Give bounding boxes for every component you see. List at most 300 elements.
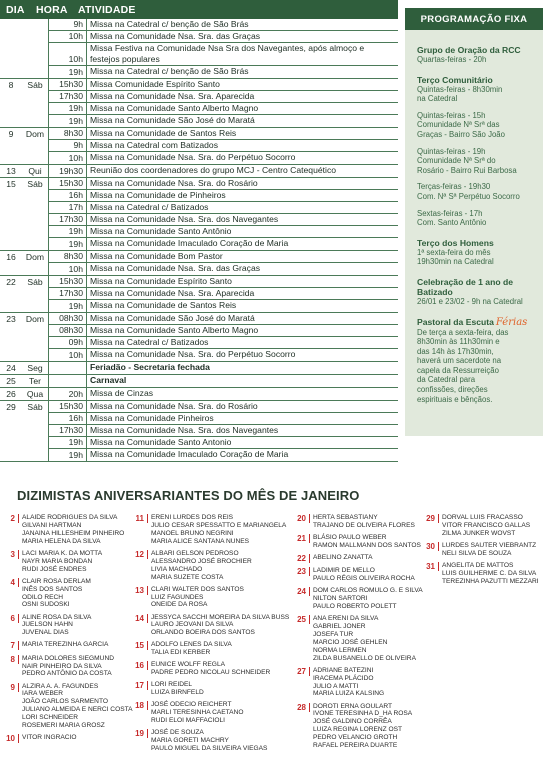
- birthday-day: 19: [132, 729, 148, 738]
- section-title-text: Grupo de Oração da RCC: [417, 45, 521, 55]
- birthday-day: 4: [3, 578, 19, 587]
- section-line: De terça a sexta-feira, das: [417, 327, 509, 337]
- birthday-entry: [132, 550, 289, 582]
- birthday-name: JOÃO CARLOS SARMENTO: [22, 698, 108, 706]
- spacer: [417, 202, 537, 209]
- row-activity: Feriadão - Secretaria fechada: [90, 362, 210, 372]
- birthday-day: 29: [423, 514, 439, 523]
- birthday-name: ALINE ROSA DA SILVA: [22, 613, 92, 621]
- schedule-row: [48, 128, 398, 140]
- section-line: 1ª sexta-feira do mês: [417, 247, 491, 257]
- day-weekday: Dom: [25, 252, 45, 262]
- birthday-day: 8: [3, 655, 19, 664]
- birthday-name: IARA WEBER: [22, 690, 64, 698]
- birthday-names: [151, 701, 243, 725]
- birthday-name: MARIA TEREZINHA GARCIA: [22, 641, 109, 649]
- day-cell: [0, 375, 48, 387]
- schedule-row: [48, 401, 398, 413]
- schedule-row: [48, 413, 398, 425]
- row-time: 8h30: [49, 128, 87, 139]
- section-line: 19h30min na Catedral: [417, 257, 494, 267]
- row-activity: Missa na Comunidade Nsa. Sra. do Rosário: [90, 178, 258, 188]
- birthday-day: 31: [423, 562, 439, 571]
- row-activity: Missa na Comunidade Pinheiros: [90, 413, 214, 423]
- birthday-names: [151, 729, 267, 753]
- birthday-name: HERTA SEBASTIANY: [313, 514, 378, 521]
- birthday-name: JUELSON HAHN: [22, 621, 73, 629]
- row-time: 15h30: [49, 79, 87, 90]
- birthday-name: JOSÉ ODECIO REICHERT: [151, 701, 232, 709]
- day-number: 16: [6, 252, 16, 262]
- birthday-name: MARIA HELENA DA SILVA: [22, 537, 101, 545]
- birthday-name: DORVAL LUIS FRACASSO: [442, 514, 523, 521]
- birthday-name: ONEIDE DA ROSA: [151, 601, 208, 609]
- birthday-day: 2: [3, 514, 19, 523]
- spacer: [417, 104, 537, 111]
- row-activity: Missa na Comunidade Santo Alberto Magno: [90, 325, 259, 335]
- birthday-day: 17: [132, 681, 148, 690]
- birthday-name: NAIR PINHEIRO DA SILVA: [22, 662, 102, 670]
- section-title-text: Pastoral da Escuta: [417, 316, 494, 327]
- schedule-row: [48, 449, 398, 461]
- row-activity: Missa na Comunidade Nsa. Sra. dos Navegantes: [90, 425, 279, 435]
- section-line: 8h30min às 11h30min e: [417, 337, 500, 347]
- section-line: Rosário - Bairro Rui Barbosa: [417, 165, 517, 175]
- birthday-name: ALZIRA A. A. FAGUNDES: [22, 682, 99, 690]
- birthday-day: 21: [294, 534, 310, 543]
- birthday-name: JULIO CESAR SPESSATTO E MARIANGELA: [151, 521, 287, 529]
- row-activity: Missa na Comunidade de Pinheiros: [90, 190, 226, 200]
- day-number: 15: [6, 179, 16, 189]
- section-line: da Catedral para: [417, 375, 476, 385]
- birthday-entry: [3, 578, 133, 610]
- birthday-entry: [3, 641, 133, 650]
- birthday-entry: [294, 587, 423, 611]
- birthday-name: ERENI LURDES DOS REIS: [151, 514, 234, 521]
- birthday-name: ORLANDO BOEIRA DOS SANTOS: [151, 629, 255, 637]
- birthday-entry: [294, 534, 423, 550]
- birthday-names: [22, 641, 108, 650]
- day-group: [0, 276, 398, 313]
- section-line: Quintas-feiras - 15h: [417, 110, 486, 120]
- section-line: Comunidade Nª Srª do: [417, 156, 496, 166]
- row-activity: Missa na Comunidade Imaculado Coração de Maria: [90, 238, 289, 248]
- day-number: 24: [6, 363, 16, 373]
- birthday-names: [442, 562, 539, 586]
- birthday-name: ROSEMERI MARIA GROSZ: [22, 722, 105, 730]
- row-activity: Missa na Comunidade São José do Maratá: [90, 115, 255, 125]
- schedule-row: [48, 79, 398, 91]
- schedule-row: [48, 337, 398, 349]
- day-cell: [0, 362, 48, 374]
- section-line: capela da Ressurreição: [417, 365, 499, 375]
- day-group: [0, 79, 398, 128]
- row-time: 15h30: [49, 401, 87, 412]
- day-weekday: Seg: [27, 363, 43, 373]
- day-group: [0, 178, 398, 251]
- birthday-names: [151, 661, 270, 677]
- birthday-name: PADRE PEDRO NICOLAU SCHNEIDER: [151, 669, 271, 677]
- birthday-entry: [294, 514, 423, 530]
- birthday-name: NORMA LERMEN: [313, 646, 367, 654]
- schedule-row: [48, 238, 398, 250]
- schedule-row: [48, 362, 398, 374]
- birthday-name: VITOR FRANCISCO GALLAS: [442, 521, 531, 529]
- row-time: 19h: [49, 66, 87, 78]
- birthday-name: LUIZ FAGUNDES: [151, 593, 204, 601]
- day-cell: [0, 388, 48, 400]
- birthday-name: MARLI TERESINHA CAETANO: [151, 709, 244, 717]
- day-weekday: Qui: [28, 166, 42, 176]
- row-time: 10h: [49, 349, 87, 361]
- birthday-day: 16: [132, 661, 148, 670]
- row-time: 19h: [49, 437, 87, 448]
- birthday-name: MARIA DOLORES SIEGMUND: [22, 654, 114, 662]
- birthday-name: JOSÉ GALDINO CORRÊA: [313, 718, 392, 726]
- section-line: Com. Santo Antônio: [417, 218, 487, 228]
- birthday-name: IRACEMA PLÁCIDO: [313, 674, 374, 682]
- section-line: haverá um sacerdote na: [417, 356, 502, 366]
- day-rows: [48, 178, 398, 250]
- section-title: [417, 45, 537, 55]
- birthday-name: JUVENAL DIAS: [22, 629, 69, 637]
- row-activity: Missa na Catedral c/ benção de São Brás: [90, 66, 249, 76]
- day-group: [0, 401, 398, 462]
- birthday-entry: [132, 586, 289, 610]
- day-weekday: Sáb: [27, 402, 43, 412]
- birthday-day: 12: [132, 550, 148, 559]
- row-time: 19h: [49, 238, 87, 250]
- day-weekday: Sáb: [27, 80, 43, 90]
- day-number: 23: [6, 314, 16, 324]
- birthday-name: MARIA GORETI MACHRY: [151, 737, 229, 745]
- section-title-text: Terço dos Homens: [417, 237, 494, 248]
- day-cell: [0, 128, 48, 164]
- row-time: 15h30: [49, 276, 87, 287]
- schedule-row: [48, 190, 398, 202]
- birthday-name: PEDRO VELANCIO GROTH: [313, 734, 398, 742]
- birthday-names: [22, 734, 76, 743]
- birthday-names: [22, 550, 102, 574]
- day-group: [0, 313, 398, 362]
- row-activity: Missa na Catedral com Batizados: [90, 140, 219, 150]
- row-time: 08h30: [49, 313, 87, 324]
- row-activity: Missa na Comunidade Bom Pastor: [90, 251, 223, 261]
- row-time: 19h: [49, 115, 87, 127]
- section-line: das 14h às 17h30min,: [417, 346, 494, 356]
- row-time: 16h: [49, 413, 87, 424]
- header-dia: DIA: [6, 3, 25, 16]
- day-number: 22: [6, 277, 16, 287]
- row-activity: Missa na Comunidade Nsa. Sra. dos Navegantes: [90, 214, 279, 224]
- section-line: Quintas-feiras - 8h30min: [417, 84, 503, 94]
- birthday-entry: [294, 554, 423, 563]
- row-activity: Reunião dos coordenadores do grupo MCJ - Centro Catequético: [90, 165, 337, 175]
- birthday-name: JANAINA HILLESHEIM PINHEIRO: [22, 529, 125, 537]
- day-number: 8: [8, 80, 14, 90]
- schedule-body: [0, 19, 398, 462]
- birthday-day: 23: [294, 567, 310, 576]
- day-weekday: Qua: [26, 389, 44, 399]
- day-number: 25: [6, 376, 16, 386]
- schedule-row: [48, 165, 398, 177]
- birthday-name: BLÁSIO PAULO WEBER: [313, 534, 387, 541]
- birthday-names: [151, 586, 244, 610]
- schedule-row: [48, 263, 398, 275]
- birthday-name: OSNI SUDOSKI: [22, 601, 70, 609]
- row-activity: Missa Festiva na Comunidade Nsa Sra dos Navegantes, após almoço e festejos populares: [90, 43, 365, 64]
- birthday-entry: [423, 542, 539, 558]
- birthday-names: [151, 641, 232, 657]
- birthday-name: NILTON SARTORI: [313, 595, 368, 603]
- section-line: Quartas-feiras - 20h: [417, 55, 487, 64]
- section-line: confissões, direções: [417, 385, 488, 395]
- row-time: 10h: [49, 31, 87, 42]
- day-group: [0, 128, 398, 165]
- header-hora: HORA: [36, 3, 68, 16]
- schedule-row: [48, 152, 398, 164]
- row-time: 17h30: [49, 91, 87, 102]
- day-rows: [48, 165, 398, 177]
- schedule-row: [48, 251, 398, 263]
- day-rows: [48, 128, 398, 164]
- birthday-name: GILVANI HARTMAN: [22, 521, 82, 529]
- birthdays-title: DIZIMISTAS ANIVERSARIANTES DO MÊS DE JANEIRO: [17, 488, 360, 503]
- section-line: 26/01 e 23/02 - 9h na Catedral: [417, 296, 523, 306]
- birthday-entry: [3, 683, 133, 730]
- birthday-day: 22: [294, 554, 310, 563]
- row-time: [49, 375, 87, 387]
- birthday-names: [313, 514, 415, 530]
- day-group: [0, 375, 398, 388]
- birthday-name: TALIA EDI KERBER: [151, 649, 211, 657]
- birthday-name: JULIO A MATTI: [313, 682, 359, 690]
- birthday-day: 14: [132, 614, 148, 623]
- row-time: 15h30: [49, 178, 87, 189]
- row-time: 17h30: [49, 214, 87, 225]
- ferias-badge: Férias: [495, 316, 528, 328]
- row-activity: Missa na Comunidade São José do Maratá: [90, 313, 255, 323]
- row-time: 19h: [49, 449, 87, 461]
- birthday-name: MARIA SUZETE COSTA: [151, 573, 224, 581]
- birthday-name: ADRIANE BATEZINI: [313, 666, 374, 674]
- row-time: 9h: [49, 19, 87, 30]
- day-weekday: Sáb: [27, 277, 43, 287]
- row-activity: Missa na Comunidade Nsa. Sra. do Rosário: [90, 401, 258, 411]
- birthday-entry: [3, 614, 133, 638]
- birthday-name: LUIS GUILHERME C. DA SILVA: [442, 569, 537, 577]
- birthday-day: 7: [3, 641, 19, 650]
- birthday-day: 25: [294, 615, 310, 624]
- birthdays-column-3: [294, 514, 423, 754]
- birthday-entry: [132, 729, 289, 753]
- row-activity: Missa na Catedral c/ Batizados: [90, 202, 209, 212]
- birthday-names: [151, 614, 289, 638]
- birthday-name: LUIZA REGINA LORENZ OST: [313, 726, 403, 734]
- birthday-day: 27: [294, 667, 310, 676]
- row-time: 17h30: [49, 288, 87, 299]
- schedule-row: [48, 103, 398, 115]
- row-time: 10h: [49, 152, 87, 164]
- birthday-name: PAULO ROBERTO POLETT: [313, 603, 397, 610]
- birthday-name: TEREZINHA PAZUTTI MEZZARI: [442, 577, 539, 585]
- row-activity: Missa na Comunidade Nsa. Sra. Aparecida: [90, 91, 255, 101]
- birthday-name: LADIMIR DE MELLO: [313, 567, 375, 575]
- birthday-name: LACI MARIA K. DA MOTTA: [22, 549, 103, 557]
- birthday-names: [22, 683, 133, 730]
- day-cell: [0, 313, 48, 361]
- birthday-name: LIVIA MACHADO: [151, 565, 203, 573]
- birthday-name: NAYR MARIA BONDAN: [22, 557, 93, 565]
- schedule-row: [48, 375, 398, 387]
- section-line: Comunidade Nª Srª das: [417, 120, 500, 130]
- day-number: [0, 20, 22, 78]
- row-activity: Missa de Cinzas: [90, 388, 154, 398]
- section-title-text: Celebração de 1 ano de Batizado: [417, 276, 513, 297]
- birthday-day: 6: [3, 614, 19, 623]
- section-line: espirituais e bênçãos.: [417, 394, 493, 404]
- birthday-names: [313, 534, 421, 550]
- schedule-row: [48, 288, 398, 300]
- day-cell: [0, 19, 48, 78]
- day-number: 9: [8, 129, 14, 139]
- day-weekday: Ter: [29, 376, 41, 386]
- schedule-row: [48, 140, 398, 152]
- spacer: [417, 175, 537, 182]
- birthday-name: ALESSANDRO JOSÉ BROCHIER: [151, 557, 252, 565]
- schedule-row: [48, 202, 398, 214]
- birthday-name: INÊS DOS SANTOS: [22, 585, 83, 593]
- birthday-name: PEDRO ANTÔNIO DA COSTA: [22, 670, 112, 678]
- birthday-name: TRAJANO DE OLIVEIRA FLORES: [313, 521, 415, 529]
- row-activity: Missa na Comunidade Santo Antônio: [90, 226, 232, 236]
- birthday-name: ANGELITA DE MATTOS: [442, 561, 514, 569]
- birthday-name: LUIZA BIRNFELD: [151, 689, 204, 697]
- birthday-name: LURDES SAUTER VIEBRANTZ: [442, 541, 537, 549]
- birthday-day: 9: [3, 683, 19, 692]
- fixed-program-panel: [405, 8, 543, 436]
- section-title: [417, 277, 537, 297]
- schedule-row: [48, 19, 398, 31]
- birthday-day: 18: [132, 701, 148, 710]
- day-group: [0, 388, 398, 401]
- row-time: 8h30: [49, 251, 87, 262]
- day-group: [0, 19, 398, 79]
- section-line: Com. Nª Sª Perpétuo Socorro: [417, 191, 520, 201]
- schedule-row: [48, 300, 398, 312]
- row-time: 16h: [49, 190, 87, 201]
- birthday-name: JOSEFA TUR: [313, 630, 354, 638]
- row-activity: Missa na Comunidade Nsa. Sra. das Graças: [90, 31, 261, 41]
- birthday-day: 3: [3, 550, 19, 559]
- day-cell: [0, 401, 48, 461]
- day-rows: [48, 313, 398, 361]
- birthday-day: 24: [294, 587, 310, 596]
- birthday-name: RAFAEL PEREIRA DUARTE: [313, 742, 398, 750]
- row-activity: Missa na Catedral c/ Batizados: [90, 337, 209, 347]
- birthday-name: CLAIR ROSA DERLAM: [22, 577, 91, 585]
- row-time: 17h30: [49, 425, 87, 436]
- fixed-program-title: PROGRAMAÇÃO FIXA: [405, 8, 543, 30]
- row-time: [49, 362, 87, 374]
- row-activity: Missa na Catedral c/ benção de São Brás: [90, 19, 249, 29]
- schedule-row: [48, 276, 398, 288]
- day-rows: [48, 79, 398, 127]
- birthday-day: 13: [132, 586, 148, 595]
- day-weekday: [22, 20, 48, 78]
- row-time: 17h: [49, 202, 87, 213]
- birthday-name: IVONE TERESINHA D_HA ROSA: [313, 710, 413, 718]
- day-group: [0, 362, 398, 375]
- day-rows: [48, 251, 398, 275]
- birthdays-column-4: [423, 514, 539, 590]
- schedule-row: [48, 214, 398, 226]
- day-cell: [0, 251, 48, 275]
- row-activity: Missa Comunidade Espírito Santo: [90, 79, 220, 89]
- birthday-name: RAMON MALLMANN DOS SANTOS: [313, 541, 421, 549]
- day-rows: [48, 375, 398, 387]
- day-rows: [48, 401, 398, 461]
- birthday-entry: [3, 734, 133, 743]
- birthday-name: RUDI JOSÉ ENDRES: [22, 565, 87, 573]
- section-line: Terças-feiras - 19h30: [417, 182, 491, 192]
- birthday-name: GABRIEL JONER: [313, 623, 366, 630]
- birthday-name: ZILMA JUNKER WOVST: [442, 529, 516, 537]
- birthday-entry: [3, 655, 133, 679]
- birthday-names: [313, 615, 416, 662]
- schedule-row: [48, 349, 398, 361]
- birthday-entry: [132, 514, 289, 546]
- birthday-day: 11: [132, 514, 148, 523]
- row-time: 19h: [49, 226, 87, 237]
- schedule-row: [48, 226, 398, 238]
- row-time: 08h30: [49, 325, 87, 336]
- row-time: 19h: [49, 300, 87, 312]
- birthday-entry: [423, 562, 539, 586]
- birthday-day: 28: [294, 703, 310, 712]
- birthday-names: [22, 655, 114, 679]
- schedule-header: [0, 0, 398, 19]
- birthday-name: MANOEL BRUNO NEGRINI: [151, 529, 234, 537]
- section-title-text: Terço Comunitário: [417, 74, 493, 85]
- birthday-name: LAURO JEOVANI DA SILVA: [151, 621, 234, 629]
- section-line: Graças - Bairro São João: [417, 129, 505, 139]
- birthday-name: ALAIDE RODRIGUES DA SILVA: [22, 514, 118, 521]
- birthdays-column-1: [3, 514, 133, 747]
- birthday-names: [22, 614, 91, 638]
- day-cell: [0, 178, 48, 250]
- section-line: na Catedral: [417, 94, 458, 104]
- row-activity: Missa na Comunidade de Santos Reis: [90, 128, 237, 138]
- row-time: 19h30: [49, 165, 87, 177]
- row-activity: Missa na Comunidade Imaculado Coração de Maria: [90, 449, 289, 459]
- row-activity: Missa na Comunidade de Santos Reis: [90, 300, 237, 310]
- birthday-names: [313, 587, 423, 611]
- section-line: Sextas-feiras - 17h: [417, 208, 483, 218]
- section-title: [417, 317, 537, 328]
- birthday-name: PAULO MIGUEL DA SILVEIRA VIEGAS: [151, 745, 268, 753]
- row-time: 09h: [49, 337, 87, 348]
- birthday-name: ALBARI GELSON PEDROSO: [151, 549, 239, 557]
- birthday-names: [313, 567, 415, 583]
- birthday-name: JULIANO ALMEIDA E NERCI COSTA: [22, 706, 133, 714]
- schedule-row: [48, 115, 398, 127]
- birthday-entry: [132, 681, 289, 697]
- birthday-name: ODILO RECH: [22, 593, 64, 601]
- birthday-names: [313, 554, 372, 563]
- birthday-entry: [132, 614, 289, 638]
- day-cell: [0, 276, 48, 312]
